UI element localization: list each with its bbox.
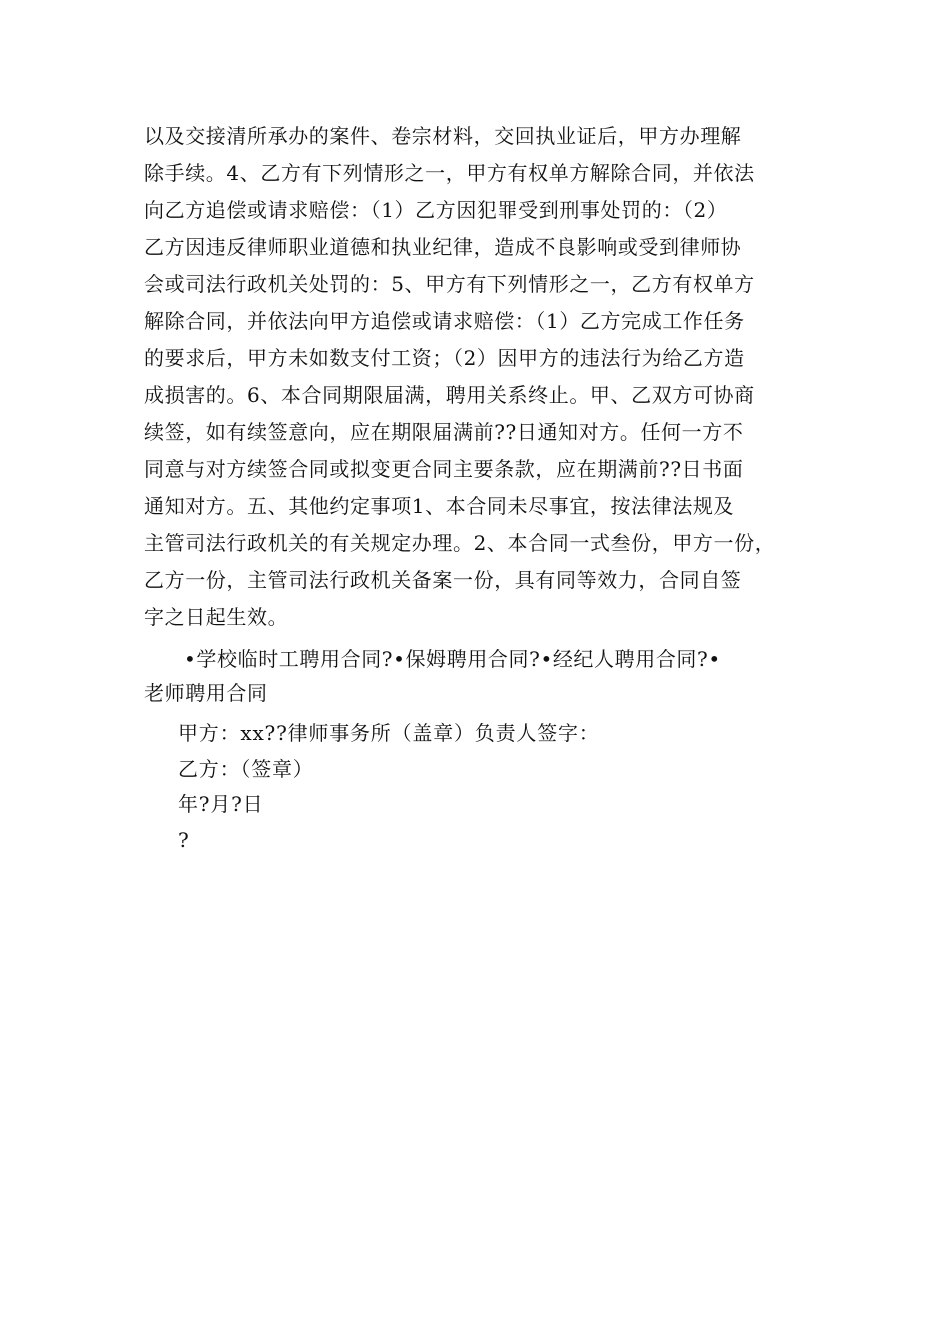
body-line: 同意与对方续签合同或拟变更合同主要条款，应在期满前??日书面 xyxy=(144,457,744,481)
body-line: 向乙方追偿或请求赔偿：（1）乙方因犯罪受到刑事处罚的：（2） xyxy=(144,198,728,222)
body-line: 乙方一份，主管司法行政机关备案一份，具有同等效力，合同自签 xyxy=(144,568,742,592)
related-contracts-list xyxy=(144,642,824,710)
signature-block xyxy=(178,716,600,858)
party-a-signature-line: 甲方：xx??律师事务所（盖章）负责人签字： xyxy=(178,721,600,745)
body-line: 主管司法行政机关的有关规定办理。2、本合同一式叁份，甲方一份， xyxy=(144,531,776,555)
body-line: 字之日起生效。 xyxy=(144,605,289,629)
body-line: 会或司法行政机关处罚的：5、甲方有下列情形之一，乙方有权单方 xyxy=(144,272,755,296)
party-b-signature-line: 乙方：（签章） xyxy=(178,756,314,781)
body-line: 解除合同，并依法向甲方追偿或请求赔偿：（1）乙方完成工作任务 xyxy=(144,309,745,333)
body-line: 通知对方。五、其他约定事项1、本合同未尽事宜，按法律法规及 xyxy=(144,494,735,518)
related-contracts-line: •学校临时工聘用合同?•保姆聘用合同?•经纪人聘用合同?• xyxy=(184,647,721,671)
body-line: 以及交接清所承办的案件、卷宗材料，交回执业证后，甲方办理解 xyxy=(144,124,742,148)
body-line: 除手续。4、乙方有下列情形之一，甲方有权单方解除合同，并依法 xyxy=(144,161,755,185)
signature-date: 年?月?日 xyxy=(178,792,264,816)
related-contracts-line: 老师聘用合同 xyxy=(144,681,268,705)
body-line: 乙方因违反律师职业道德和执业纪律，造成不良影响或受到律师协 xyxy=(144,235,742,259)
body-line: 续签，如有续签意向，应在期限届满前??日通知对方。任何一方不 xyxy=(144,420,744,444)
contract-body-paragraph xyxy=(144,118,824,636)
body-line: 成损害的。6、本合同期限届满，聘用关系终止。甲、乙双方可协商 xyxy=(144,383,755,407)
trailing-mark: ? xyxy=(178,827,190,852)
body-line: 的要求后，甲方未如数支付工资；（2）因甲方的违法行为给乙方造 xyxy=(144,346,745,370)
